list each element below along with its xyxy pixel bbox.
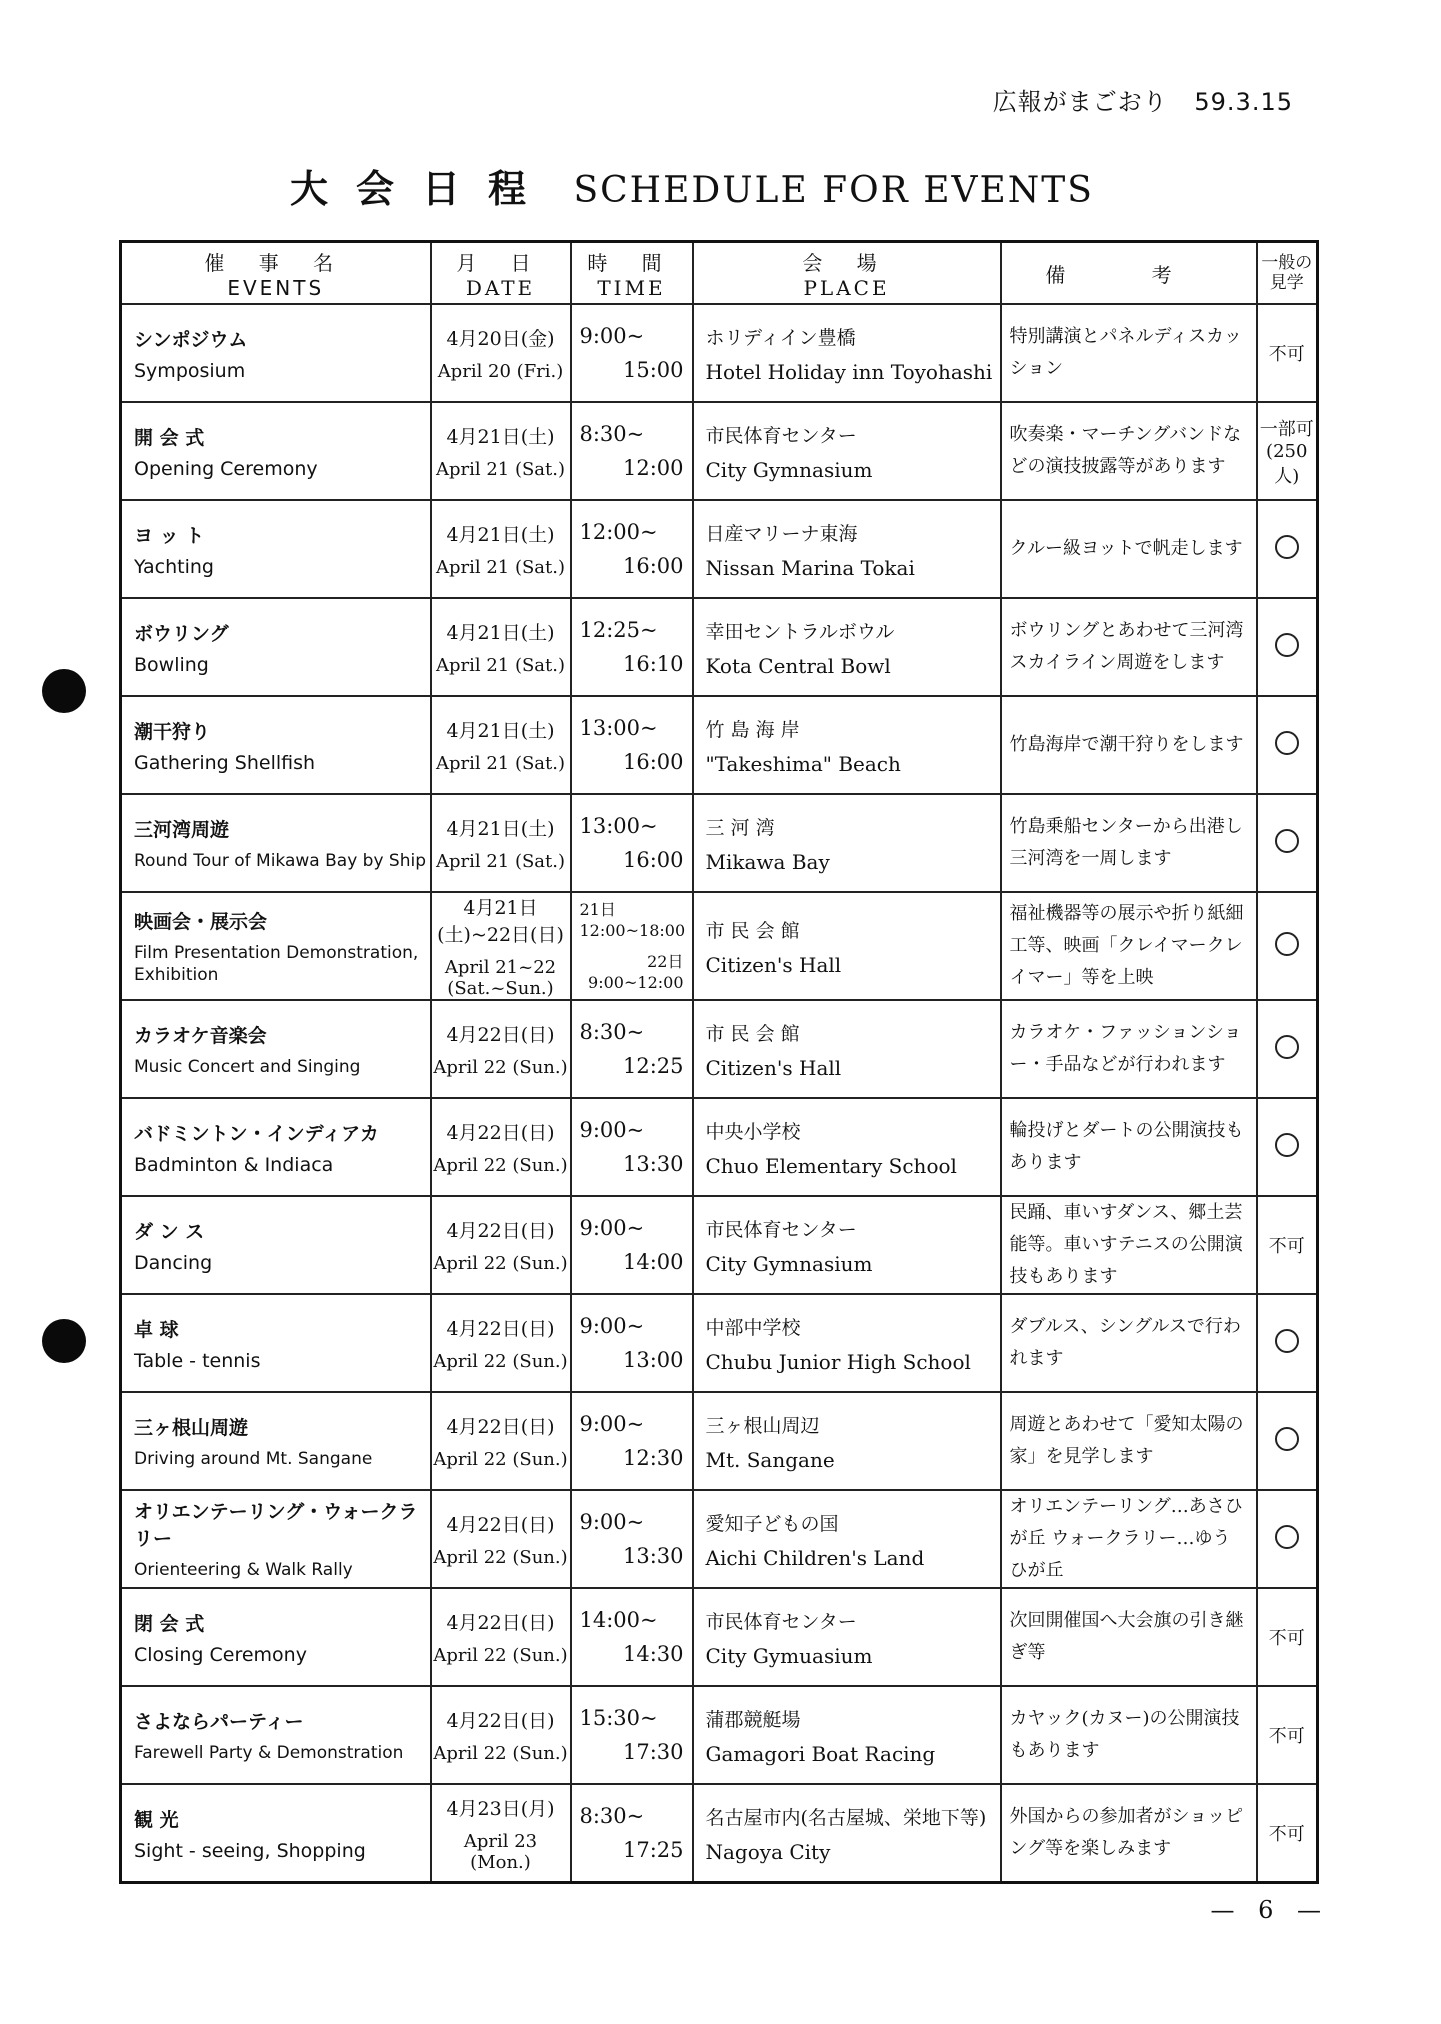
event-name-en: Closing Ceremony <box>134 1643 307 1666</box>
date-en: April 21~22 (Sat.~Sun.) <box>444 957 557 999</box>
table-row <box>121 1294 1318 1392</box>
time-cell <box>571 598 693 696</box>
place-en: Citizen's Hall <box>705 952 842 977</box>
notes-cell: カヤック(カヌー)の公開演技もあります <box>1001 1686 1257 1784</box>
date-cell <box>431 892 571 1000</box>
schedule-table <box>119 240 1319 1884</box>
event-name-jp: 映画会・展示会 <box>134 910 268 933</box>
event-name-en: Round Tour of Mikawa Bay by Ship <box>134 850 427 871</box>
table-row <box>121 1000 1318 1098</box>
date-jp: 4月22日(日) <box>446 1318 555 1340</box>
date-en: April 22 (Sun.) <box>433 1351 568 1372</box>
binder-hole-upper <box>42 669 86 713</box>
time-start: 12:25~ <box>579 618 658 642</box>
time-end: 17:30 <box>622 1740 684 1764</box>
public-viewing-value: 不可 <box>1268 344 1305 365</box>
notes-cell: オリエンテーリング…あさひが丘 ウォークラリー…ゆうひが丘 <box>1001 1490 1257 1588</box>
time-cell <box>571 1490 693 1588</box>
event-name-en: Music Concert and Singing <box>134 1056 361 1077</box>
event-cell <box>121 1196 431 1294</box>
event-name-jp: ダ ン ス <box>134 1220 205 1243</box>
date-cell <box>431 696 571 794</box>
col-events: 催 事 名 EVENTS <box>121 242 431 305</box>
time-start: 8:30~ <box>579 422 645 446</box>
binder-hole-lower <box>42 1319 86 1363</box>
date-en: April 22 (Sun.) <box>433 1253 568 1274</box>
public-viewing-cell <box>1257 696 1318 794</box>
table-row <box>121 1686 1318 1784</box>
time-end: 12:30 <box>622 1446 684 1470</box>
col-notes: 備 考 <box>1001 242 1257 305</box>
time-cell <box>571 892 693 1000</box>
date-cell <box>431 1490 571 1588</box>
public-viewing-cell <box>1257 1784 1318 1883</box>
time-end: 14:00 <box>622 1250 684 1274</box>
public-viewing-cell <box>1257 794 1318 892</box>
place-jp: 三ヶ根山周辺 <box>705 1414 820 1437</box>
circle-mark-icon <box>1275 633 1299 657</box>
event-cell <box>121 1588 431 1686</box>
notes-cell: 輪投げとダートの公開演技もあります <box>1001 1098 1257 1196</box>
place-cell <box>693 892 1001 1000</box>
event-name-jp: 閉 会 式 <box>134 1612 205 1635</box>
place-jp: 市民体育センター <box>705 424 857 447</box>
time-cell <box>571 500 693 598</box>
event-name-jp: シンポジウム <box>134 328 248 351</box>
event-cell <box>121 1490 431 1588</box>
time-start: 9:00~ <box>579 324 645 348</box>
public-viewing-cell <box>1257 304 1318 402</box>
time-cell <box>571 1392 693 1490</box>
date-en: April 22 (Sun.) <box>433 1547 568 1568</box>
place-cell <box>693 1490 1001 1588</box>
place-cell <box>693 1588 1001 1686</box>
date-cell <box>431 1686 571 1784</box>
date-jp: 4月21日(土)~22日(日) <box>437 897 564 946</box>
place-en: Mt. Sangane <box>705 1447 835 1472</box>
event-name-jp: 三河湾周遊 <box>134 818 230 841</box>
circle-mark-icon <box>1275 731 1299 755</box>
date-cell <box>431 304 571 402</box>
table-row <box>121 1392 1318 1490</box>
place-jp: 幸田セントラルボウル <box>705 620 895 643</box>
page-title <box>290 158 1094 213</box>
time-start: 14:00~ <box>579 1608 658 1632</box>
date-jp: 4月22日(日) <box>446 1220 555 1242</box>
place-jp: 三 河 湾 <box>705 816 775 839</box>
date-cell <box>431 1784 571 1883</box>
event-cell <box>121 1000 431 1098</box>
notes-cell: ダブルス、シングルスで行われます <box>1001 1294 1257 1392</box>
notes-cell: 次回開催国へ大会旗の引き継ぎ等 <box>1001 1588 1257 1686</box>
event-name-jp: バドミントン・インディアカ <box>134 1122 379 1145</box>
time-end: 16:10 <box>622 652 684 676</box>
place-en: Aichi Children's Land <box>705 1545 925 1570</box>
public-viewing-cell <box>1257 1686 1318 1784</box>
time-end: 16:00 <box>622 554 684 578</box>
place-cell <box>693 500 1001 598</box>
place-cell <box>693 1784 1001 1883</box>
event-name-en: Gathering Shellfish <box>134 751 316 774</box>
date-jp: 4月21日(土) <box>446 524 555 546</box>
event-cell <box>121 1392 431 1490</box>
time-end: 13:30 <box>622 1152 684 1176</box>
event-name-en: Badminton & Indiaca <box>134 1153 334 1176</box>
time-end: 14:30 <box>622 1642 684 1666</box>
time-start: 12:00~ <box>579 520 658 544</box>
publication-name: 広報がまごおり <box>992 88 1168 116</box>
circle-mark-icon <box>1275 1329 1299 1353</box>
event-cell <box>121 1686 431 1784</box>
circle-mark-icon <box>1275 1133 1299 1157</box>
event-name-en: Dancing <box>134 1251 213 1274</box>
time-start: 13:00~ <box>579 814 658 838</box>
table-row <box>121 304 1318 402</box>
date-en: April 21 (Sat.) <box>435 655 566 676</box>
event-cell <box>121 598 431 696</box>
place-en: City Gymnasium <box>705 1251 873 1276</box>
date-cell <box>431 500 571 598</box>
circle-mark-icon <box>1275 932 1299 956</box>
place-en: Chuo Elementary School <box>705 1153 957 1178</box>
event-name-jp: 卓 球 <box>134 1318 179 1341</box>
place-jp: 中部中学校 <box>705 1316 801 1339</box>
table-row <box>121 794 1318 892</box>
public-viewing-value: 不可 <box>1268 1236 1305 1257</box>
page-number: — 6 — <box>1210 1896 1329 1924</box>
place-jp: ホリディイン豊橋 <box>705 326 856 349</box>
event-cell <box>121 1784 431 1883</box>
place-en: "Takeshima" Beach <box>705 751 901 776</box>
date-en: April 21 (Sat.) <box>435 459 566 480</box>
time-start: 9:00~ <box>579 1314 645 1338</box>
event-name-en: Opening Ceremony <box>134 457 318 480</box>
place-jp: 市民体育センター <box>705 1610 857 1633</box>
place-en: Nagoya City <box>705 1839 831 1864</box>
date-en: April 21 (Sat.) <box>435 557 566 578</box>
time-start: 9:00~ <box>579 1118 645 1142</box>
event-cell <box>121 892 431 1000</box>
notes-cell: 福祉機器等の展示や折り紙細工等、映画「クレイマークレイマー」等を上映 <box>1001 892 1257 1000</box>
time-end: 12:25 <box>622 1054 684 1078</box>
date-en: April 22 (Sun.) <box>433 1449 568 1470</box>
date-cell <box>431 794 571 892</box>
public-viewing-cell <box>1257 1196 1318 1294</box>
public-viewing-cell <box>1257 402 1318 500</box>
time-start: 9:00~ <box>579 1412 645 1436</box>
time-end: 12:00 <box>622 456 684 480</box>
time-start: 15:30~ <box>579 1706 658 1730</box>
notes-cell: 特別講演とパネルディスカッション <box>1001 304 1257 402</box>
title-jp: 大会日程 <box>290 167 555 211</box>
place-en: City Gymuasium <box>705 1643 873 1668</box>
event-cell <box>121 304 431 402</box>
date-jp: 4月22日(日) <box>446 1024 555 1046</box>
date-en: April 22 (Sun.) <box>433 1743 568 1764</box>
public-viewing-cell <box>1257 1098 1318 1196</box>
time-cell <box>571 1686 693 1784</box>
date-cell <box>431 598 571 696</box>
place-jp: 市民体育センター <box>705 1218 857 1241</box>
event-name-jp: さよならパーティー <box>134 1710 304 1733</box>
place-jp: 蒲郡競艇場 <box>705 1708 801 1731</box>
public-viewing-cell <box>1257 1392 1318 1490</box>
public-viewing-cell <box>1257 1294 1318 1392</box>
event-cell <box>121 1098 431 1196</box>
date-jp: 4月21日(土) <box>446 720 555 742</box>
date-jp: 4月22日(日) <box>446 1612 555 1634</box>
table-row <box>121 500 1318 598</box>
public-viewing-value: 一部可(250人) <box>1259 418 1314 487</box>
place-en: Gamagori Boat Racing <box>705 1741 936 1766</box>
notes-cell: 吹奏楽・マーチングバンドなどの演技披露等があります <box>1001 402 1257 500</box>
place-cell <box>693 1196 1001 1294</box>
event-name-en: Yachting <box>134 555 214 578</box>
col-time: 時 間 TIME <box>571 242 693 305</box>
time-end: 15:00 <box>622 358 684 382</box>
notes-cell: 民踊、車いすダンス、郷土芸能等。車いすテニスの公開演技もあります <box>1001 1196 1257 1294</box>
place-cell <box>693 1000 1001 1098</box>
place-jp: 中央小学校 <box>705 1120 801 1143</box>
date-cell <box>431 402 571 500</box>
event-name-jp: カラオケ音楽会 <box>134 1024 267 1047</box>
date-en: April 22 (Sun.) <box>433 1057 568 1078</box>
event-name-jp: オリエンテーリング・ウォークラリー <box>134 1501 418 1550</box>
time-start: 13:00~ <box>579 716 658 740</box>
place-cell <box>693 696 1001 794</box>
event-name-jp: ヨ ッ ト <box>134 524 205 547</box>
place-cell <box>693 1098 1001 1196</box>
event-name-en: Sight - seeing, Shopping <box>134 1839 366 1862</box>
event-name-jp: ボウリング <box>134 622 229 645</box>
time-cell <box>571 1294 693 1392</box>
date-jp: 4月20日(金) <box>446 328 555 350</box>
public-viewing-value: 不可 <box>1268 1824 1305 1845</box>
time-cell <box>571 1196 693 1294</box>
table-row <box>121 892 1318 1000</box>
date-en: April 22 (Sun.) <box>433 1645 568 1666</box>
place-jp: 市 民 会 館 <box>705 919 800 942</box>
place-en: Nissan Marina Tokai <box>705 555 915 580</box>
circle-mark-icon <box>1275 1525 1299 1549</box>
place-cell <box>693 1294 1001 1392</box>
place-en: Chubu Junior High School <box>705 1349 971 1374</box>
date-jp: 4月21日(土) <box>446 426 555 448</box>
circle-mark-icon <box>1275 535 1299 559</box>
public-viewing-cell <box>1257 1588 1318 1686</box>
event-name-jp: 開 会 式 <box>134 426 205 449</box>
date-jp: 4月21日(土) <box>446 622 555 644</box>
time-start: 9:00~ <box>579 1216 645 1240</box>
place-jp: 名古屋市内(名古屋城、栄地下等) <box>705 1806 987 1829</box>
time-cell <box>571 1098 693 1196</box>
table-row <box>121 1098 1318 1196</box>
date-jp: 4月22日(日) <box>446 1122 555 1144</box>
time-end: 13:30 <box>622 1544 684 1568</box>
place-jp: 市 民 会 館 <box>705 1022 800 1045</box>
date-en: April 20 (Fri.) <box>437 361 564 382</box>
notes-cell: カラオケ・ファッションショー・手品などが行われます <box>1001 1000 1257 1098</box>
place-cell <box>693 598 1001 696</box>
event-cell <box>121 1294 431 1392</box>
place-cell <box>693 794 1001 892</box>
event-name-en: Film Presentation Demonstration, Exhibition <box>134 942 419 985</box>
time-end: 17:25 <box>622 1838 684 1862</box>
public-viewing-cell <box>1257 500 1318 598</box>
time-cell <box>571 696 693 794</box>
table-row <box>121 1490 1318 1588</box>
event-name-en: Orienteering & Walk Rally <box>134 1560 353 1580</box>
date-cell <box>431 1000 571 1098</box>
public-viewing-value: 不可 <box>1268 1628 1305 1649</box>
date-cell <box>431 1588 571 1686</box>
time-cell <box>571 304 693 402</box>
place-jp: 愛知子どもの国 <box>705 1512 839 1535</box>
notes-cell: 外国からの参加者がショッピング等を楽しみます <box>1001 1784 1257 1883</box>
notes-cell: ボウリングとあわせて三河湾スカイライン周遊をします <box>1001 598 1257 696</box>
title-en: SCHEDULE FOR EVENTS <box>573 170 1094 211</box>
table-row <box>121 696 1318 794</box>
publication-date: 59.3.15 <box>1194 88 1293 116</box>
place-cell <box>693 1686 1001 1784</box>
date-jp: 4月21日(土) <box>446 818 555 840</box>
date-jp: 4月22日(日) <box>446 1416 555 1438</box>
circle-mark-icon <box>1275 1035 1299 1059</box>
circle-mark-icon <box>1275 1427 1299 1451</box>
date-jp: 4月22日(日) <box>446 1710 555 1732</box>
col-date: 月 日 DATE <box>431 242 571 305</box>
circle-mark-icon <box>1275 829 1299 853</box>
time-start: 8:30~ <box>579 1804 645 1828</box>
date-cell <box>431 1196 571 1294</box>
time-start: 21日 12:00~18:00 <box>579 900 686 940</box>
public-viewing-value: 不可 <box>1268 1726 1305 1747</box>
place-en: Kota Central Bowl <box>705 653 891 678</box>
time-end: 13:00 <box>622 1348 684 1372</box>
date-cell <box>431 1294 571 1392</box>
place-cell <box>693 402 1001 500</box>
event-name-en: Bowling <box>134 653 209 676</box>
date-en: April 21 (Sat.) <box>435 851 566 872</box>
place-en: Mikawa Bay <box>705 849 830 874</box>
time-start: 8:30~ <box>579 1020 645 1044</box>
event-name-en: Driving around Mt. Sangane <box>134 1448 373 1469</box>
public-viewing-cell <box>1257 1000 1318 1098</box>
event-cell <box>121 794 431 892</box>
event-name-jp: 三ヶ根山周遊 <box>134 1416 249 1439</box>
place-jp: 竹 島 海 岸 <box>705 718 800 741</box>
time-end: 16:00 <box>622 848 684 872</box>
time-cell <box>571 794 693 892</box>
public-viewing-cell <box>1257 892 1318 1000</box>
place-en: Hotel Holiday inn Toyohashi <box>705 359 993 384</box>
place-cell <box>693 1392 1001 1490</box>
place-jp: 日産マリーナ東海 <box>705 522 858 545</box>
publication-header <box>993 82 1293 117</box>
time-end: 22日 9:00~12:00 <box>588 952 684 992</box>
date-en: April 23 (Mon.) <box>463 1830 538 1873</box>
place-cell <box>693 304 1001 402</box>
notes-cell: 竹島海岸で潮干狩りをします <box>1001 696 1257 794</box>
event-name-en: Table - tennis <box>134 1349 261 1372</box>
event-cell <box>121 500 431 598</box>
date-cell <box>431 1392 571 1490</box>
date-en: April 22 (Sun.) <box>433 1155 568 1176</box>
col-public-viewing: 一般の見学 <box>1257 242 1318 305</box>
time-cell <box>571 1588 693 1686</box>
public-viewing-cell <box>1257 1490 1318 1588</box>
event-name-jp: 潮干狩り <box>134 720 211 743</box>
notes-cell: 竹島乗船センターから出港し三河湾を一周します <box>1001 794 1257 892</box>
col-place: 会 場 PLACE <box>693 242 1001 305</box>
date-jp: 4月23日(月) <box>446 1797 555 1820</box>
date-jp: 4月22日(日) <box>446 1514 555 1536</box>
time-start: 9:00~ <box>579 1510 645 1534</box>
table-row <box>121 598 1318 696</box>
table-row <box>121 1784 1318 1883</box>
place-en: Citizen's Hall <box>705 1055 842 1080</box>
time-cell <box>571 1784 693 1883</box>
event-name-jp: 観 光 <box>134 1808 179 1831</box>
table-row <box>121 1196 1318 1294</box>
event-cell <box>121 402 431 500</box>
table-row <box>121 1588 1318 1686</box>
event-name-en: Farewell Party & Demonstration <box>134 1742 404 1763</box>
public-viewing-cell <box>1257 598 1318 696</box>
notes-cell: 周遊とあわせて「愛知太陽の家」を見学します <box>1001 1392 1257 1490</box>
date-cell <box>431 1098 571 1196</box>
table-row <box>121 402 1318 500</box>
place-en: City Gymnasium <box>705 457 873 482</box>
time-cell <box>571 402 693 500</box>
event-name-en: Symposium <box>134 359 246 382</box>
notes-cell: クルー級ヨットで帆走します <box>1001 500 1257 598</box>
time-end: 16:00 <box>622 750 684 774</box>
event-cell <box>121 696 431 794</box>
time-cell <box>571 1000 693 1098</box>
date-en: April 21 (Sat.) <box>435 753 566 774</box>
table-header-row <box>121 242 1318 305</box>
